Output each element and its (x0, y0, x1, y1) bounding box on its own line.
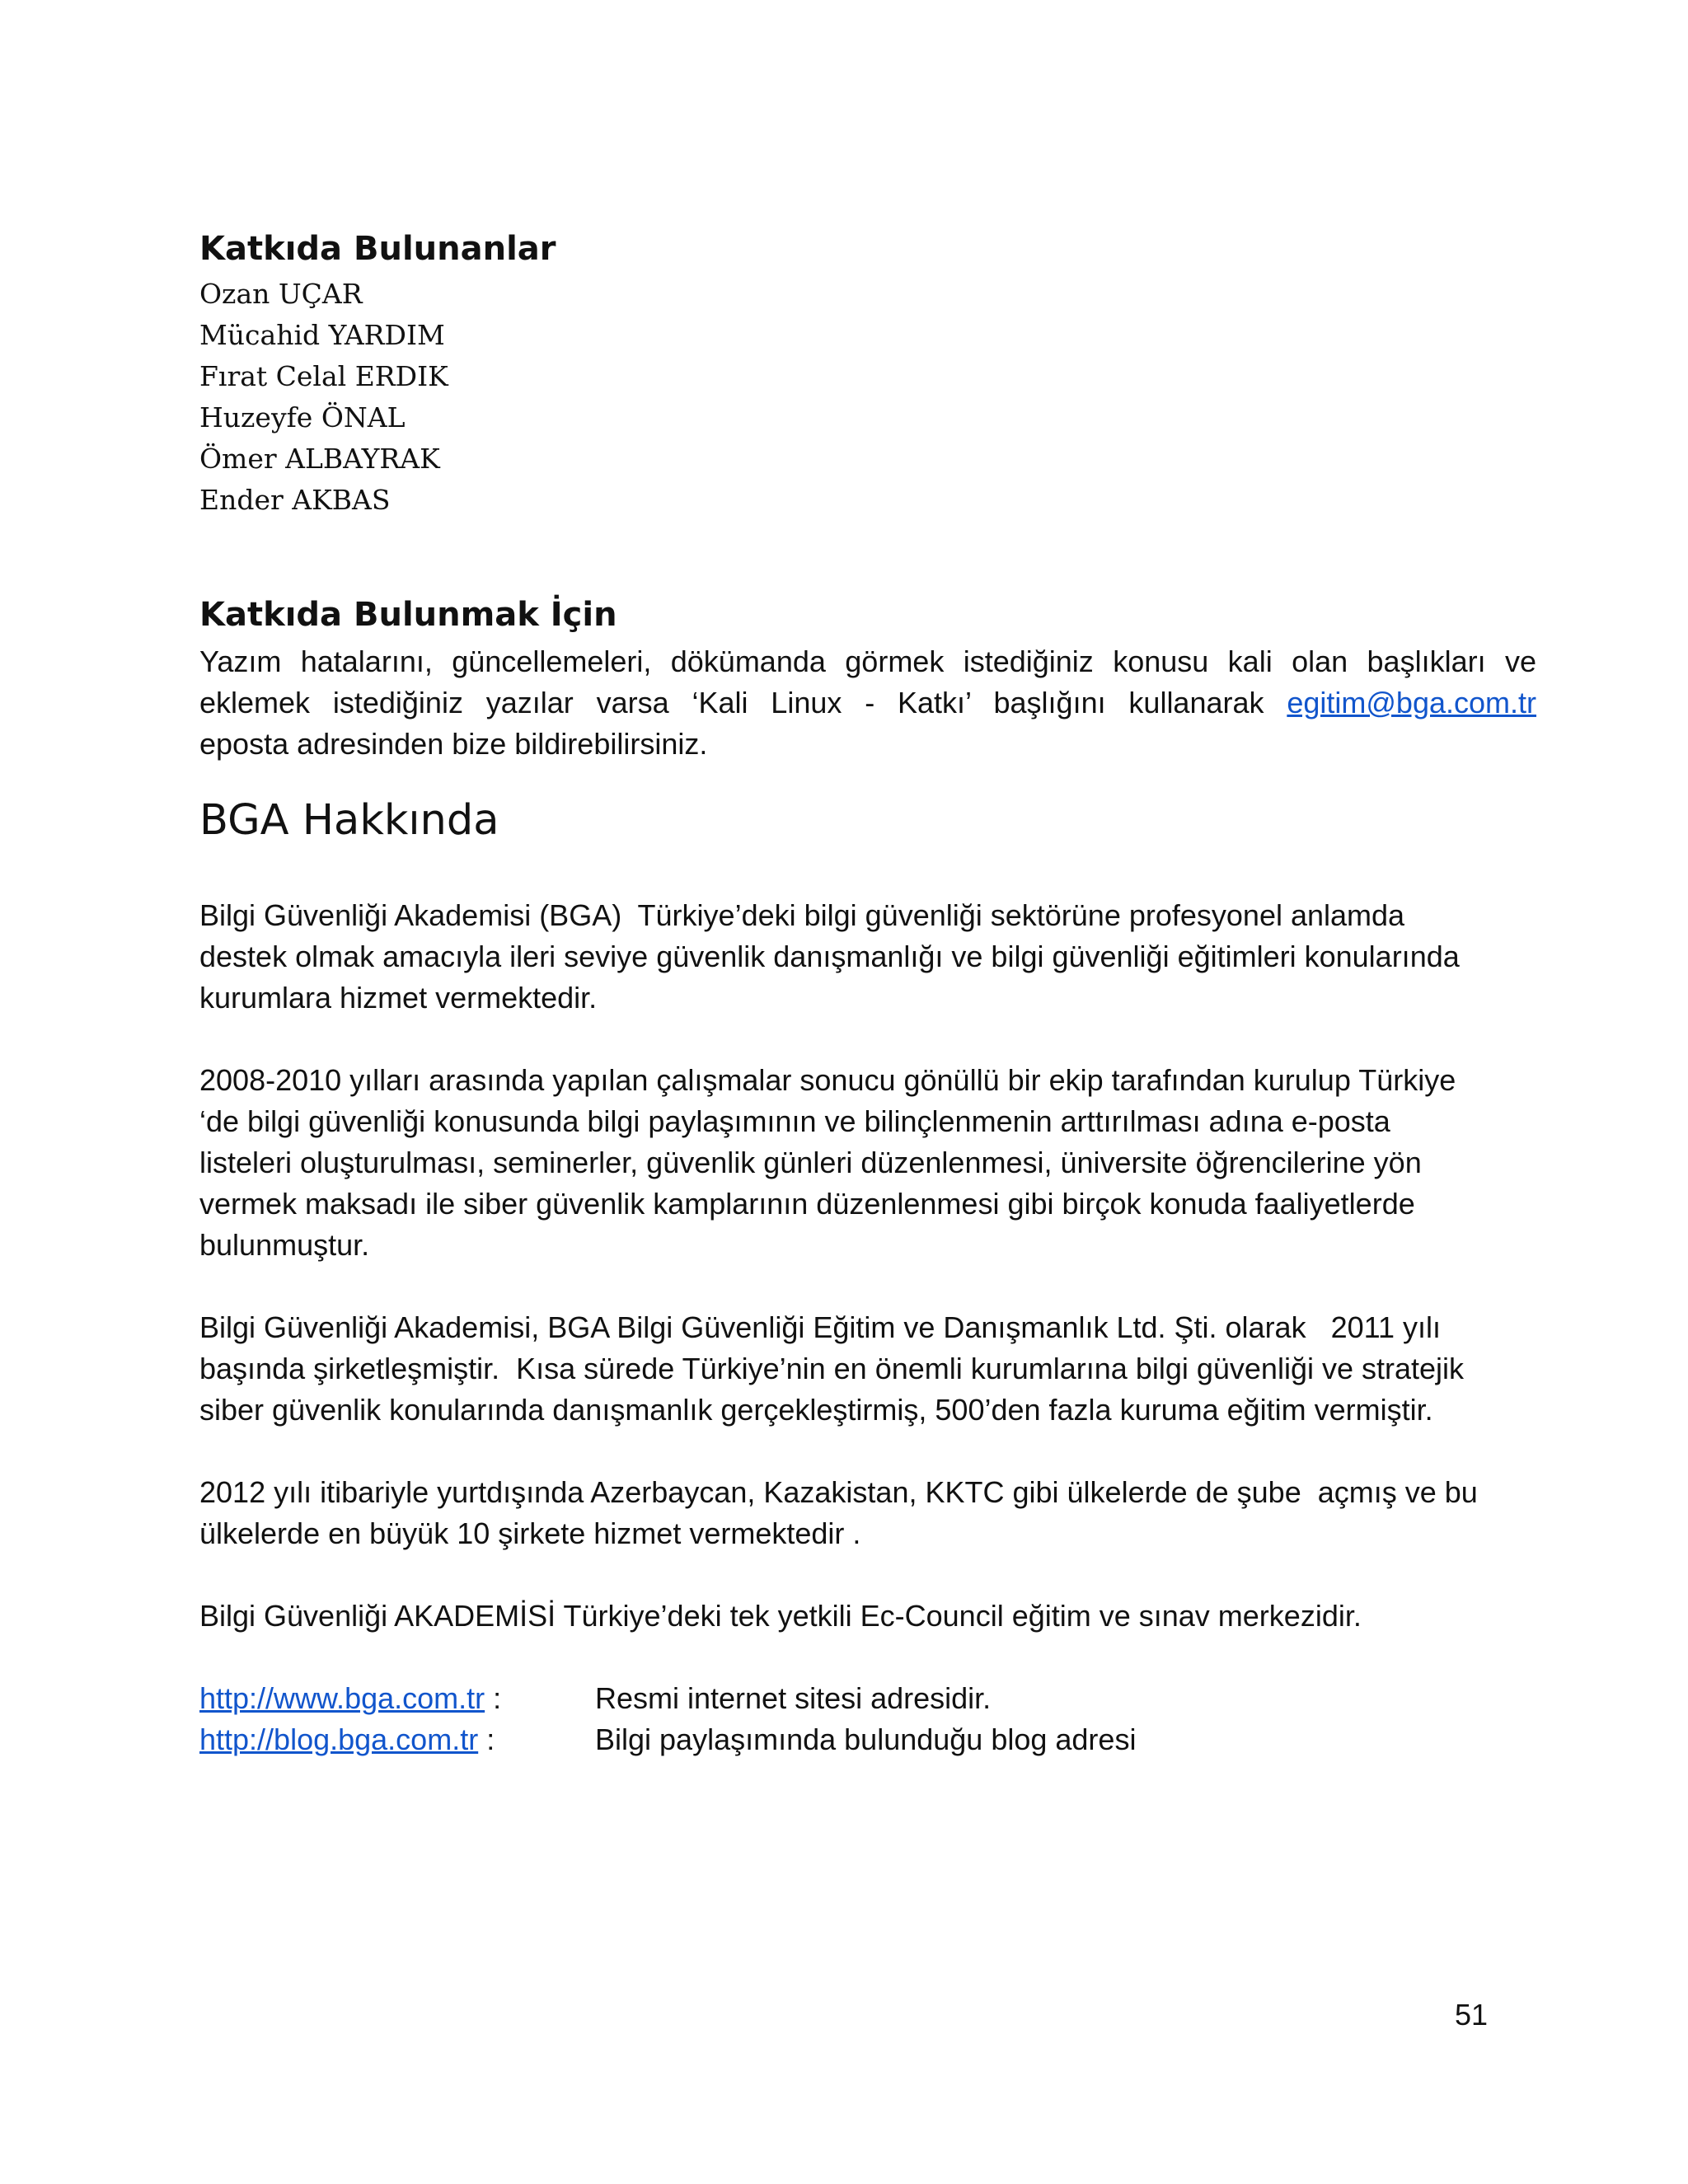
contributor-name: Ozan UÇAR (199, 278, 363, 310)
link-description: Bilgi paylaşımında bulunduğu blog adresi (595, 1722, 1137, 1756)
link-separator: : (478, 1722, 495, 1756)
about-paragraph: 2008-2010 yılları arasında yapılan çalışmalar sonucu gönüllü bir ekip tarafından kurulup Türkiye ‘de bilgi güvenliği konusunda bilgi paylaşımının ve bilinçlenmenin arttırılması adına e-posta listeleri oluşturulması, seminerler, güvenlik günleri düzenlenmesi, üniversite öğrencilerine yön vermek maksadı ile siber güvenlik kamplarının düzenlenmesi gibi birçok konuda faaliyetlerde bulunmuştur. (199, 1063, 1456, 1262)
links-row (199, 1719, 1136, 1760)
about-heading: BGA Hakkında (199, 796, 499, 845)
contribute-paragraph (199, 641, 1536, 765)
links-table (199, 1678, 1136, 1760)
about-paragraph: Bilgi Güvenliği AKADEMİSİ Türkiye’deki tek yetkili Ec-Council eğitim ve sınav merkezidir. (199, 1599, 1362, 1633)
about-paragraph: Bilgi Güvenliği Akademisi, BGA Bilgi Güvenliği Eğitim ve Danışmanlık Ltd. Şti. olarak 2011 yılı başında şirketleşmiştir. Kısa sürede Türkiye’nin en önemli kurumlarına bilgi güvenliği ve stratejik siber güvenlik konularında danışmanlık gerçekleştirmiş, 500’den fazla kuruma eğitim vermiştir. (199, 1310, 1465, 1427)
contribute-line-text: eklemek istediğiniz yazılar varsa ‘Kali Linux - Katkı’ başlığını kullanarak (199, 686, 1264, 719)
contributor-name: Ender AKBAS (199, 484, 391, 516)
page-number: 51 (1455, 1998, 1489, 2032)
link-description: Resmi internet sitesi adresidir. (595, 1681, 992, 1715)
contributor-name: Ömer ALBAYRAK (199, 443, 440, 475)
about-paragraph: Bilgi Güvenliği Akademisi (BGA) Türkiye’deki bilgi güvenliği sektörüne profesyonel anlamda destek olmak amacıyla ileri seviye güvenlik danışmanlığı ve bilgi güvenliği eğitimleri konularında kurumlara hizmet vermektedir. (199, 898, 1460, 1015)
links-row (199, 1678, 1136, 1719)
link-separator: : (485, 1681, 502, 1715)
email-link[interactable]: egitim@bga.com.tr (1287, 686, 1536, 719)
blog-link[interactable]: http://blog.bga.com.tr (199, 1722, 479, 1756)
about-paragraph: 2012 yılı itibariyle yurtdışında Azerbaycan, Kazakistan, KKTC gibi ülkelerde de şube açmış ve bu ülkelerde en büyük 10 şirkete hizmet vermektedir . (199, 1475, 1478, 1550)
contribute-line: eposta adresinden bize bildirebilirsiniz. (199, 727, 708, 761)
website-link[interactable]: http://www.bga.com.tr (199, 1681, 485, 1715)
contributor-name: Huzeyfe ÖNAL (199, 401, 406, 434)
contributor-name: Mücahid YARDIM (199, 319, 445, 351)
contributor-name: Fırat Celal ERDIK (199, 360, 448, 392)
contribute-line (199, 682, 1536, 724)
contributors-heading: Katkıda Bulunanlar (199, 230, 556, 268)
contribute-line: Yazım hatalarını, güncellemeleri, dökümanda görmek istediğiniz konusu kali olan başlıkları ve (199, 644, 1536, 678)
contribute-heading: Katkıda Bulunmak İçin (199, 596, 617, 634)
contributors-list (199, 274, 448, 521)
